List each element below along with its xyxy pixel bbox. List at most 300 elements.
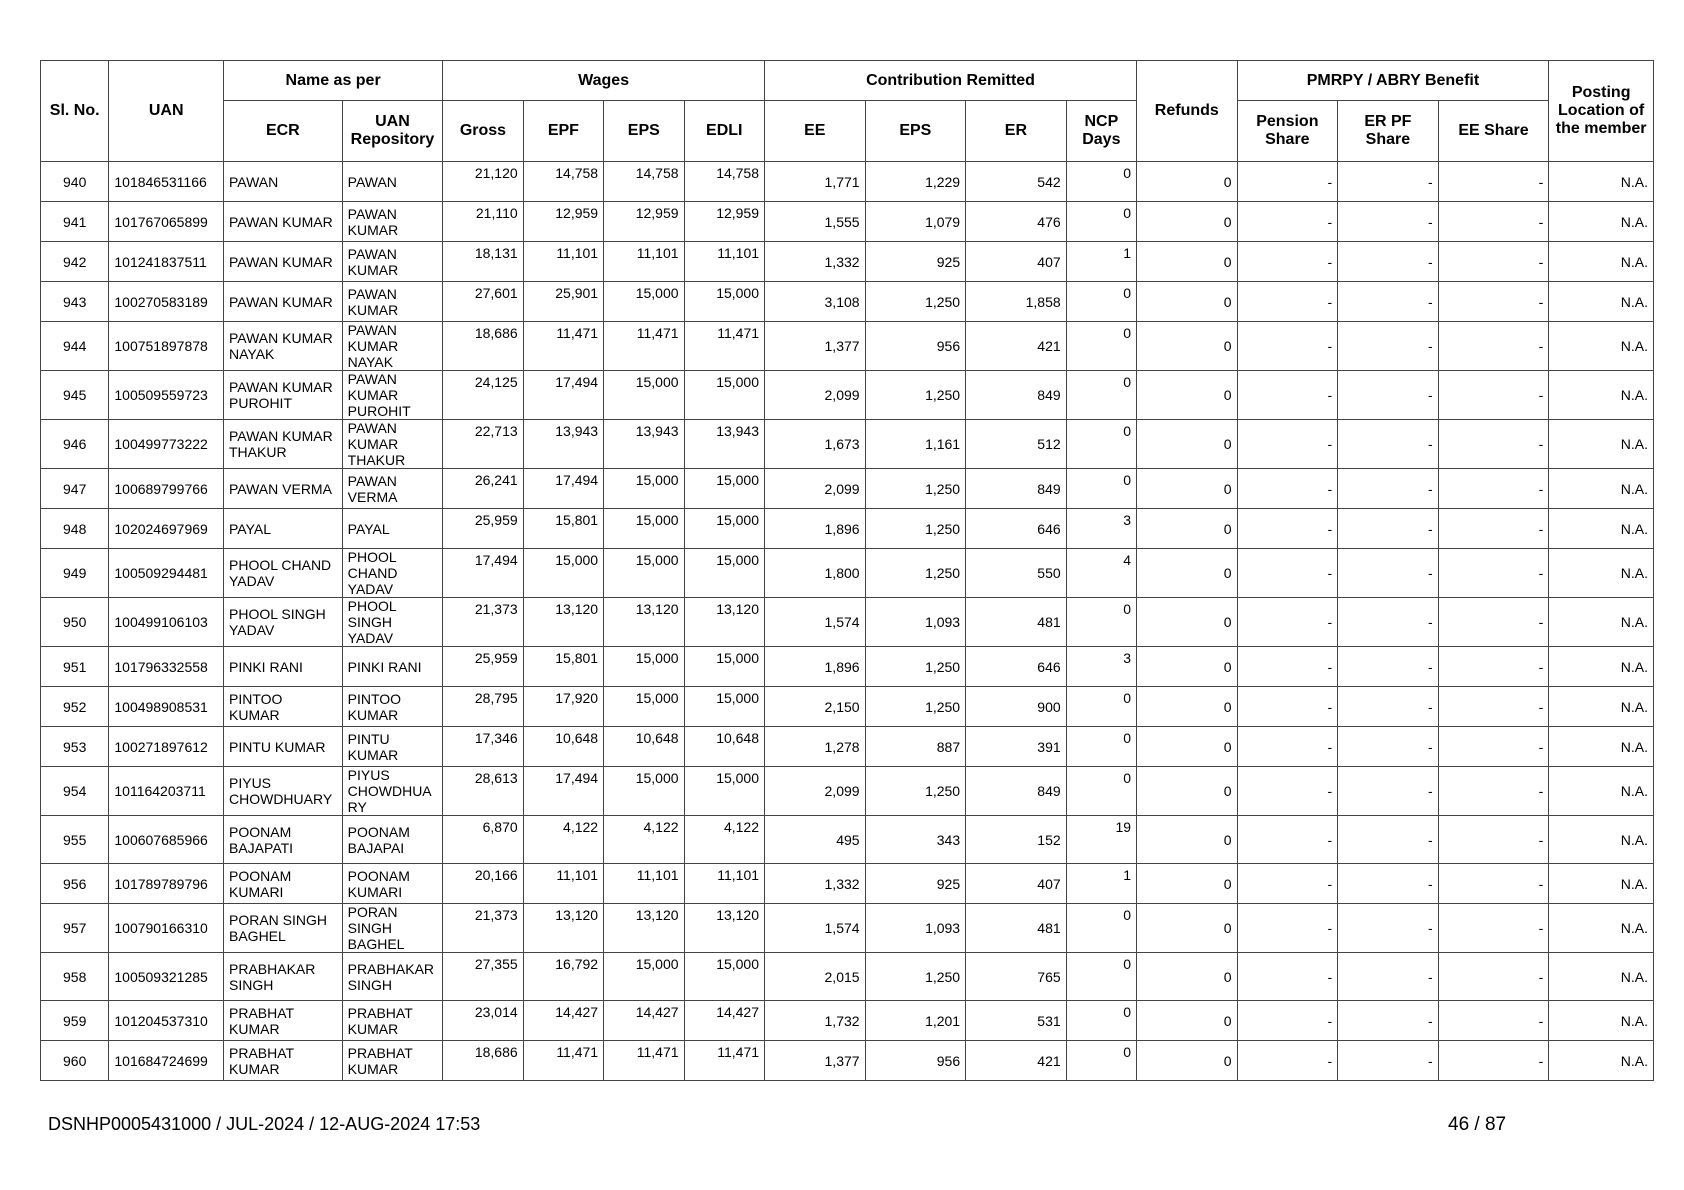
cell-ncp-days: 0 — [1066, 202, 1136, 242]
cell-refunds: 0 — [1137, 469, 1238, 509]
cell-edli: 11,471 — [684, 322, 764, 371]
cell-eps-contribution: 1,250 — [865, 282, 966, 322]
cell-pension-share: - — [1237, 242, 1338, 282]
cell-eps: 13,120 — [604, 598, 684, 647]
cell-edli: 14,758 — [684, 162, 764, 202]
cell-refunds: 0 — [1137, 864, 1238, 904]
cell-uan-repository-name: PAWAN KUMAR — [342, 202, 443, 242]
cell-pension-share: - — [1237, 1001, 1338, 1041]
cell-refunds: 0 — [1137, 509, 1238, 549]
cell-ee-share: - — [1438, 767, 1549, 816]
cell-gross: 28,613 — [443, 767, 523, 816]
cell-refunds: 0 — [1137, 420, 1238, 469]
cell-epf: 11,471 — [523, 322, 603, 371]
cell-ecr-name: PHOOL SINGH YADAV — [224, 598, 343, 647]
cell-ee: 1,896 — [765, 647, 866, 687]
cell-ecr-name: PAWAN KUMAR PUROHIT — [224, 371, 343, 420]
cell-ee-share: - — [1438, 549, 1549, 598]
cell-edli: 13,943 — [684, 420, 764, 469]
cell-ee-share: - — [1438, 816, 1549, 864]
table-row — [41, 727, 1654, 767]
cell-pension-share: - — [1237, 282, 1338, 322]
cell-eps-contribution: 925 — [865, 864, 966, 904]
table-row — [41, 647, 1654, 687]
table-row — [41, 767, 1654, 816]
cell-epf: 15,000 — [523, 549, 603, 598]
cell-ncp-days: 3 — [1066, 509, 1136, 549]
cell-er-pf-share: - — [1338, 202, 1439, 242]
cell-edli: 13,120 — [684, 904, 764, 953]
cell-posting-location: N.A. — [1549, 549, 1654, 598]
cell-sl-no: 941 — [41, 202, 109, 242]
cell-eps-contribution: 1,161 — [865, 420, 966, 469]
cell-ecr-name: POONAM BAJAPATI — [224, 816, 343, 864]
cell-uan-repository-name: PIYUS CHOWDHUA RY — [342, 767, 443, 816]
cell-ee-share: - — [1438, 687, 1549, 727]
cell-pension-share: - — [1237, 1041, 1338, 1081]
table-body — [41, 162, 1654, 1081]
cell-ecr-name: PRABHAT KUMAR — [224, 1001, 343, 1041]
cell-uan-repository-name: PORAN SINGH BAGHEL — [342, 904, 443, 953]
cell-ncp-days: 0 — [1066, 162, 1136, 202]
cell-posting-location: N.A. — [1549, 322, 1654, 371]
cell-ncp-days: 4 — [1066, 549, 1136, 598]
cell-er-pf-share: - — [1338, 469, 1439, 509]
table-row — [41, 1001, 1654, 1041]
cell-ee: 2,099 — [765, 371, 866, 420]
header-ee-share: EE Share — [1438, 101, 1549, 162]
cell-eps-contribution: 1,250 — [865, 371, 966, 420]
cell-edli: 15,000 — [684, 549, 764, 598]
cell-refunds: 0 — [1137, 202, 1238, 242]
cell-epf: 14,758 — [523, 162, 603, 202]
footer-document-id: DSNHP0005431000 / JUL-2024 / 12-AUG-2024 17:53 — [48, 1114, 481, 1134]
header-sl-no: Sl. No. — [41, 61, 109, 162]
header-uan-repository: UAN Repository — [342, 101, 443, 162]
cell-eps: 14,758 — [604, 162, 684, 202]
cell-gross: 18,686 — [443, 1041, 523, 1081]
cell-ee-share: - — [1438, 469, 1549, 509]
cell-posting-location: N.A. — [1549, 727, 1654, 767]
cell-pension-share: - — [1237, 904, 1338, 953]
cell-uan-repository-name: PINTOO KUMAR — [342, 687, 443, 727]
cell-er: 481 — [966, 904, 1067, 953]
cell-ncp-days: 0 — [1066, 282, 1136, 322]
cell-ecr-name: PINKI RANI — [224, 647, 343, 687]
table-row — [41, 904, 1654, 953]
cell-uan-repository-name: PRABHAT KUMAR — [342, 1041, 443, 1081]
cell-eps: 11,471 — [604, 322, 684, 371]
cell-pension-share: - — [1237, 202, 1338, 242]
cell-eps: 15,000 — [604, 953, 684, 1001]
cell-pension-share: - — [1237, 162, 1338, 202]
cell-uan: 101684724699 — [109, 1041, 224, 1081]
header-er: ER — [966, 101, 1067, 162]
cell-ncp-days: 1 — [1066, 242, 1136, 282]
cell-ncp-days: 0 — [1066, 598, 1136, 647]
cell-epf: 17,494 — [523, 469, 603, 509]
cell-epf: 13,120 — [523, 598, 603, 647]
cell-epf: 11,101 — [523, 242, 603, 282]
cell-ee: 1,800 — [765, 549, 866, 598]
cell-er-pf-share: - — [1338, 727, 1439, 767]
cell-ee-share: - — [1438, 1001, 1549, 1041]
cell-pension-share: - — [1237, 371, 1338, 420]
cell-eps: 15,000 — [604, 549, 684, 598]
cell-refunds: 0 — [1137, 598, 1238, 647]
cell-refunds: 0 — [1137, 647, 1238, 687]
table-row — [41, 687, 1654, 727]
cell-epf: 12,959 — [523, 202, 603, 242]
table-row — [41, 864, 1654, 904]
cell-ee-share: - — [1438, 322, 1549, 371]
cell-er-pf-share: - — [1338, 687, 1439, 727]
cell-gross: 21,373 — [443, 904, 523, 953]
cell-sl-no: 950 — [41, 598, 109, 647]
cell-ecr-name: PAWAN KUMAR — [224, 282, 343, 322]
cell-refunds: 0 — [1137, 1041, 1238, 1081]
table-row — [41, 242, 1654, 282]
header-eps-contribution: EPS — [865, 101, 966, 162]
cell-eps: 15,000 — [604, 767, 684, 816]
cell-uan: 102024697969 — [109, 509, 224, 549]
cell-sl-no: 942 — [41, 242, 109, 282]
cell-ncp-days: 0 — [1066, 687, 1136, 727]
cell-ncp-days: 0 — [1066, 1041, 1136, 1081]
cell-eps-contribution: 887 — [865, 727, 966, 767]
cell-posting-location: N.A. — [1549, 469, 1654, 509]
cell-sl-no: 948 — [41, 509, 109, 549]
header-edli: EDLI — [684, 101, 764, 162]
cell-edli: 13,120 — [684, 598, 764, 647]
cell-eps-contribution: 956 — [865, 1041, 966, 1081]
cell-ncp-days: 0 — [1066, 469, 1136, 509]
cell-gross: 26,241 — [443, 469, 523, 509]
cell-eps: 14,427 — [604, 1001, 684, 1041]
cell-edli: 15,000 — [684, 469, 764, 509]
cell-epf: 15,801 — [523, 509, 603, 549]
cell-ee: 1,555 — [765, 202, 866, 242]
cell-sl-no: 940 — [41, 162, 109, 202]
cell-refunds: 0 — [1137, 242, 1238, 282]
cell-eps: 4,122 — [604, 816, 684, 864]
cell-ee: 1,278 — [765, 727, 866, 767]
cell-ecr-name: PAWAN KUMAR — [224, 202, 343, 242]
table-header — [41, 61, 1654, 162]
cell-posting-location: N.A. — [1549, 1001, 1654, 1041]
cell-edli: 15,000 — [684, 282, 764, 322]
cell-er-pf-share: - — [1338, 953, 1439, 1001]
cell-ncp-days: 0 — [1066, 1001, 1136, 1041]
cell-posting-location: N.A. — [1549, 864, 1654, 904]
cell-ee-share: - — [1438, 162, 1549, 202]
cell-ncp-days: 0 — [1066, 767, 1136, 816]
cell-ncp-days: 19 — [1066, 816, 1136, 864]
cell-uan: 100271897612 — [109, 727, 224, 767]
cell-sl-no: 955 — [41, 816, 109, 864]
cell-er-pf-share: - — [1338, 242, 1439, 282]
cell-sl-no: 953 — [41, 727, 109, 767]
cell-eps: 15,000 — [604, 371, 684, 420]
cell-er: 849 — [966, 371, 1067, 420]
cell-ee-share: - — [1438, 598, 1549, 647]
header-epf: EPF — [523, 101, 603, 162]
cell-ee-share: - — [1438, 953, 1549, 1001]
cell-ecr-name: PAWAN VERMA — [224, 469, 343, 509]
cell-er-pf-share: - — [1338, 598, 1439, 647]
cell-ee-share: - — [1438, 242, 1549, 282]
cell-er-pf-share: - — [1338, 420, 1439, 469]
cell-uan-repository-name: PAYAL — [342, 509, 443, 549]
table-row — [41, 282, 1654, 322]
cell-uan-repository-name: PHOOL CHAND YADAV — [342, 549, 443, 598]
cell-ee: 2,150 — [765, 687, 866, 727]
cell-edli: 15,000 — [684, 509, 764, 549]
table-row — [41, 598, 1654, 647]
cell-refunds: 0 — [1137, 904, 1238, 953]
cell-sl-no: 959 — [41, 1001, 109, 1041]
cell-pension-share: - — [1237, 953, 1338, 1001]
cell-er: 391 — [966, 727, 1067, 767]
cell-posting-location: N.A. — [1549, 904, 1654, 953]
cell-epf: 15,801 — [523, 647, 603, 687]
cell-er-pf-share: - — [1338, 322, 1439, 371]
cell-sl-no: 946 — [41, 420, 109, 469]
cell-posting-location: N.A. — [1549, 371, 1654, 420]
cell-ee-share: - — [1438, 1041, 1549, 1081]
cell-epf: 17,494 — [523, 767, 603, 816]
cell-pension-share: - — [1237, 816, 1338, 864]
cell-pension-share: - — [1237, 767, 1338, 816]
cell-ee-share: - — [1438, 509, 1549, 549]
table-row — [41, 953, 1654, 1001]
cell-er: 476 — [966, 202, 1067, 242]
cell-ecr-name: PAWAN KUMAR NAYAK — [224, 322, 343, 371]
cell-uan: 101164203711 — [109, 767, 224, 816]
cell-edli: 11,101 — [684, 864, 764, 904]
cell-ncp-days: 0 — [1066, 727, 1136, 767]
cell-pension-share: - — [1237, 322, 1338, 371]
cell-ee: 1,896 — [765, 509, 866, 549]
cell-epf: 4,122 — [523, 816, 603, 864]
cell-eps: 10,648 — [604, 727, 684, 767]
cell-ecr-name: PHOOL CHAND YADAV — [224, 549, 343, 598]
cell-er: 512 — [966, 420, 1067, 469]
cell-edli: 11,101 — [684, 242, 764, 282]
cell-posting-location: N.A. — [1549, 647, 1654, 687]
cell-uan-repository-name: PINTU KUMAR — [342, 727, 443, 767]
cell-eps-contribution: 925 — [865, 242, 966, 282]
cell-eps-contribution: 1,250 — [865, 647, 966, 687]
ecr-table — [40, 60, 1654, 1081]
cell-uan: 100607685966 — [109, 816, 224, 864]
cell-ee-share: - — [1438, 727, 1549, 767]
cell-sl-no: 951 — [41, 647, 109, 687]
table-row — [41, 469, 1654, 509]
cell-refunds: 0 — [1137, 727, 1238, 767]
cell-ee: 3,108 — [765, 282, 866, 322]
cell-er-pf-share: - — [1338, 509, 1439, 549]
cell-ee: 495 — [765, 816, 866, 864]
table-row — [41, 1041, 1654, 1081]
cell-ecr-name: PORAN SINGH BAGHEL — [224, 904, 343, 953]
cell-ee: 2,099 — [765, 469, 866, 509]
cell-er: 550 — [966, 549, 1067, 598]
cell-ee: 1,574 — [765, 598, 866, 647]
cell-ecr-name: PINTU KUMAR — [224, 727, 343, 767]
cell-ecr-name: PAWAN KUMAR — [224, 242, 343, 282]
cell-refunds: 0 — [1137, 1001, 1238, 1041]
cell-edli: 15,000 — [684, 687, 764, 727]
cell-ncp-days: 1 — [1066, 864, 1136, 904]
header-eps: EPS — [604, 101, 684, 162]
cell-gross: 18,131 — [443, 242, 523, 282]
cell-er-pf-share: - — [1338, 904, 1439, 953]
cell-edli: 12,959 — [684, 202, 764, 242]
cell-uan-repository-name: PAWAN — [342, 162, 443, 202]
cell-er: 765 — [966, 953, 1067, 1001]
cell-er-pf-share: - — [1338, 864, 1439, 904]
cell-epf: 14,427 — [523, 1001, 603, 1041]
cell-eps-contribution: 1,250 — [865, 953, 966, 1001]
cell-eps-contribution: 956 — [865, 322, 966, 371]
cell-posting-location: N.A. — [1549, 816, 1654, 864]
cell-uan: 100509321285 — [109, 953, 224, 1001]
cell-ee: 1,771 — [765, 162, 866, 202]
cell-refunds: 0 — [1137, 953, 1238, 1001]
cell-uan: 100509294481 — [109, 549, 224, 598]
cell-sl-no: 943 — [41, 282, 109, 322]
header-pension-share: Pension Share — [1237, 101, 1338, 162]
cell-ncp-days: 0 — [1066, 322, 1136, 371]
table-row — [41, 509, 1654, 549]
cell-eps: 13,120 — [604, 904, 684, 953]
cell-uan-repository-name: PAWAN KUMAR — [342, 242, 443, 282]
cell-eps-contribution: 1,229 — [865, 162, 966, 202]
cell-epf: 11,471 — [523, 1041, 603, 1081]
cell-eps-contribution: 1,250 — [865, 469, 966, 509]
cell-er-pf-share: - — [1338, 282, 1439, 322]
cell-posting-location: N.A. — [1549, 767, 1654, 816]
cell-epf: 10,648 — [523, 727, 603, 767]
cell-refunds: 0 — [1137, 371, 1238, 420]
cell-ecr-name: PAWAN KUMAR THAKUR — [224, 420, 343, 469]
cell-gross: 22,713 — [443, 420, 523, 469]
cell-gross: 28,795 — [443, 687, 523, 727]
cell-ecr-name: PINTOO KUMAR — [224, 687, 343, 727]
cell-eps-contribution: 1,079 — [865, 202, 966, 242]
cell-ncp-days: 0 — [1066, 904, 1136, 953]
cell-eps-contribution: 1,201 — [865, 1001, 966, 1041]
cell-gross: 24,125 — [443, 371, 523, 420]
cell-epf: 25,901 — [523, 282, 603, 322]
cell-ee: 2,015 — [765, 953, 866, 1001]
cell-sl-no: 954 — [41, 767, 109, 816]
table-row — [41, 420, 1654, 469]
cell-er: 900 — [966, 687, 1067, 727]
table-row — [41, 816, 1654, 864]
header-ee: EE — [765, 101, 866, 162]
cell-uan: 100499773222 — [109, 420, 224, 469]
cell-eps: 11,101 — [604, 242, 684, 282]
cell-ncp-days: 0 — [1066, 371, 1136, 420]
cell-ee: 1,673 — [765, 420, 866, 469]
cell-ncp-days: 0 — [1066, 953, 1136, 1001]
cell-pension-share: - — [1237, 647, 1338, 687]
cell-epf: 11,101 — [523, 864, 603, 904]
cell-edli: 15,000 — [684, 371, 764, 420]
cell-uan-repository-name: PAWAN VERMA — [342, 469, 443, 509]
cell-sl-no: 944 — [41, 322, 109, 371]
cell-sl-no: 952 — [41, 687, 109, 727]
header-uan: UAN — [109, 61, 224, 162]
cell-uan: 101789789796 — [109, 864, 224, 904]
cell-ecr-name: PRABHAT KUMAR — [224, 1041, 343, 1081]
cell-gross: 6,870 — [443, 816, 523, 864]
cell-er: 407 — [966, 864, 1067, 904]
cell-ee: 2,099 — [765, 767, 866, 816]
cell-gross: 20,166 — [443, 864, 523, 904]
cell-er: 849 — [966, 469, 1067, 509]
cell-uan-repository-name: PRABHAT KUMAR — [342, 1001, 443, 1041]
cell-gross: 25,959 — [443, 647, 523, 687]
cell-edli: 15,000 — [684, 647, 764, 687]
cell-ecr-name: PRABHAKAR SINGH — [224, 953, 343, 1001]
cell-refunds: 0 — [1137, 816, 1238, 864]
cell-er-pf-share: - — [1338, 371, 1439, 420]
cell-gross: 18,686 — [443, 322, 523, 371]
cell-refunds: 0 — [1137, 687, 1238, 727]
cell-sl-no: 956 — [41, 864, 109, 904]
cell-edli: 10,648 — [684, 727, 764, 767]
cell-sl-no: 960 — [41, 1041, 109, 1081]
cell-ee-share: - — [1438, 647, 1549, 687]
cell-edli: 14,427 — [684, 1001, 764, 1041]
cell-eps: 15,000 — [604, 509, 684, 549]
cell-er: 542 — [966, 162, 1067, 202]
cell-sl-no: 958 — [41, 953, 109, 1001]
cell-posting-location: N.A. — [1549, 420, 1654, 469]
cell-eps-contribution: 1,250 — [865, 509, 966, 549]
cell-gross: 27,355 — [443, 953, 523, 1001]
cell-sl-no: 949 — [41, 549, 109, 598]
cell-ee-share: - — [1438, 202, 1549, 242]
header-pmrpy: PMRPY / ABRY Benefit — [1237, 61, 1549, 101]
cell-ncp-days: 0 — [1066, 420, 1136, 469]
cell-eps: 11,101 — [604, 864, 684, 904]
cell-uan: 101796332558 — [109, 647, 224, 687]
cell-posting-location: N.A. — [1549, 162, 1654, 202]
cell-ee-share: - — [1438, 904, 1549, 953]
cell-ecr-name: PAWAN — [224, 162, 343, 202]
header-ecr: ECR — [224, 101, 343, 162]
cell-gross: 25,959 — [443, 509, 523, 549]
cell-uan-repository-name: POONAM BAJAPAI — [342, 816, 443, 864]
cell-ecr-name: POONAM KUMARI — [224, 864, 343, 904]
cell-uan: 101241837511 — [109, 242, 224, 282]
cell-uan: 100498908531 — [109, 687, 224, 727]
cell-sl-no: 945 — [41, 371, 109, 420]
cell-er-pf-share: - — [1338, 647, 1439, 687]
cell-pension-share: - — [1237, 727, 1338, 767]
table-row — [41, 549, 1654, 598]
cell-gross: 21,373 — [443, 598, 523, 647]
cell-sl-no: 957 — [41, 904, 109, 953]
cell-er: 531 — [966, 1001, 1067, 1041]
cell-er: 152 — [966, 816, 1067, 864]
cell-ee-share: - — [1438, 420, 1549, 469]
cell-posting-location: N.A. — [1549, 242, 1654, 282]
